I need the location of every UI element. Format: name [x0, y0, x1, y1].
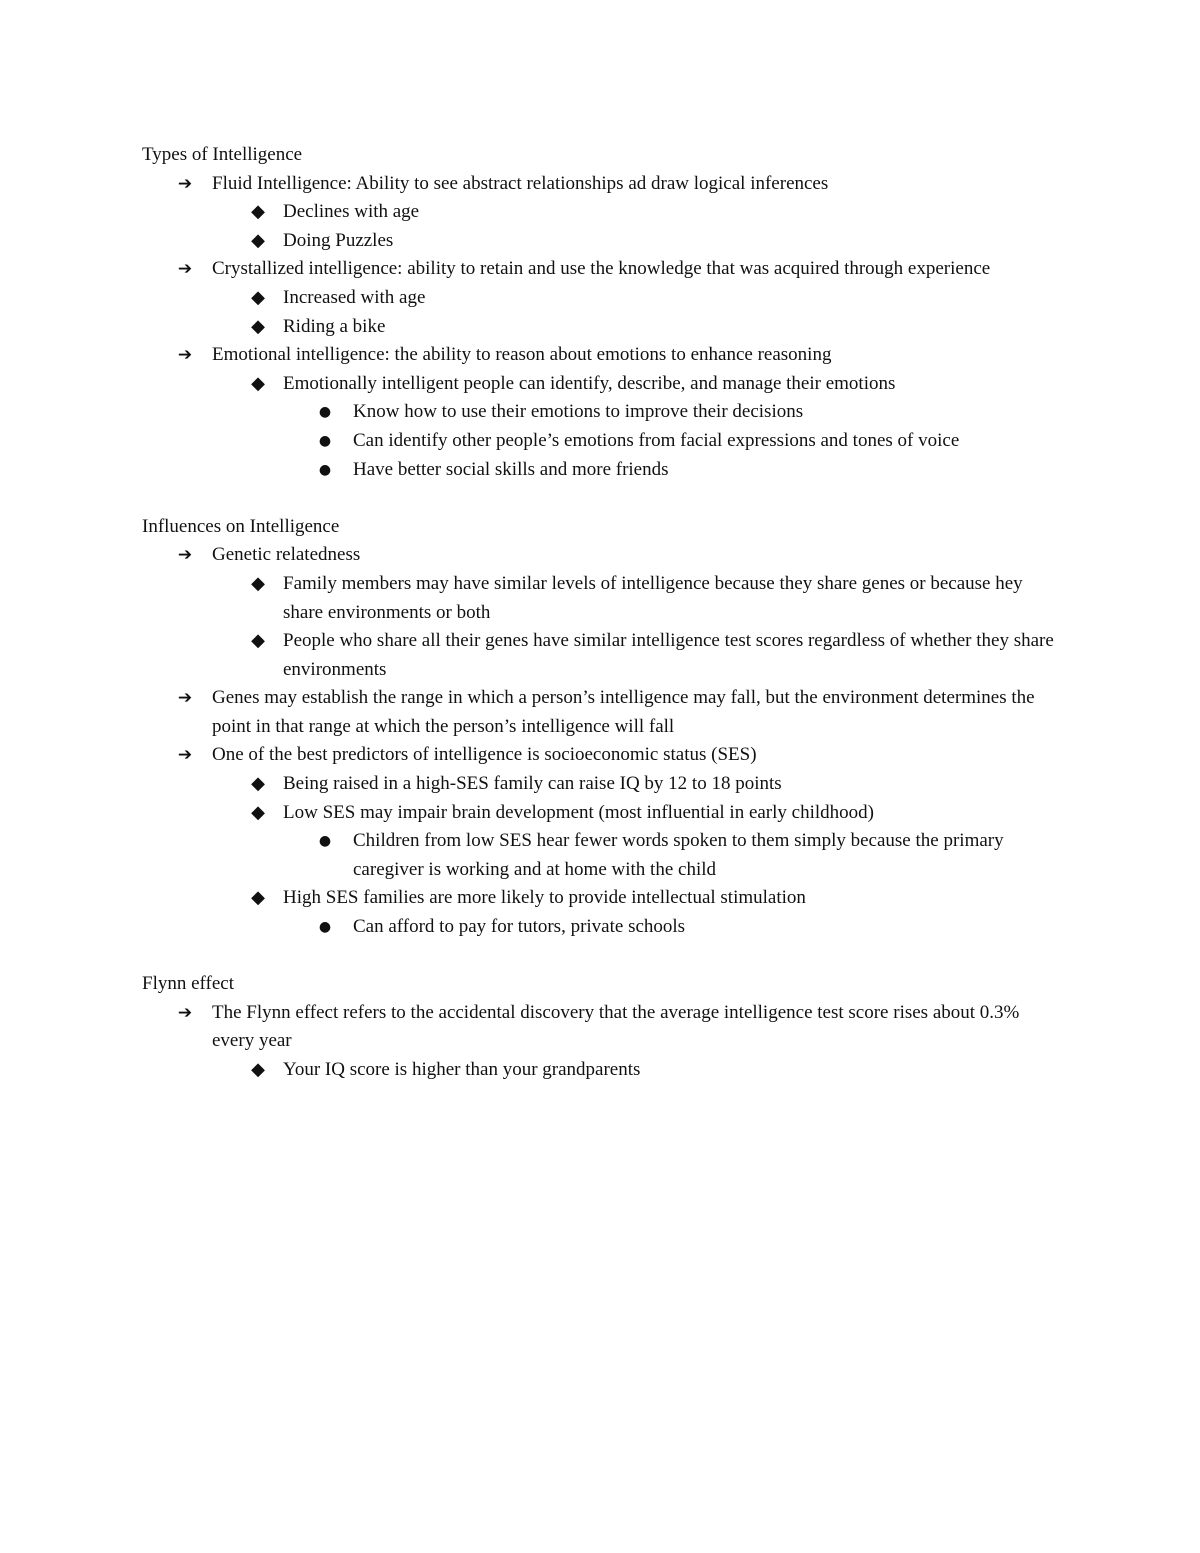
- list-item-text: Emotional intelligence: the ability to reason about emotions to enhance reasoning: [212, 344, 832, 366]
- list-item-text: Crystallized intelligence: ability to retain and use the knowledge that was acquired through experience: [212, 258, 991, 280]
- list-item-text: The Flynn effect refers to the accidental discovery that the average intelligence test score rises about 0.3% every year: [212, 1001, 1020, 1052]
- diamond-bullet-icon: ◆: [251, 315, 265, 337]
- list-item: [142, 398, 1062, 427]
- list-item: [142, 570, 1062, 627]
- diamond-bullet-icon: ◆: [251, 201, 265, 223]
- list-item: [142, 198, 1062, 227]
- list-item: [142, 541, 1062, 570]
- diamond-bullet-icon: ◆: [251, 229, 265, 251]
- notes-body: [142, 141, 1062, 1085]
- list-item: [142, 456, 1062, 485]
- list-item-text: Genes may establish the range in which a person’s intelligence may fall, but the environment determines the point in that range at which the person’s intelligence will fall: [212, 687, 1035, 737]
- list-item: [142, 827, 1062, 884]
- section-heading: Types of Intelligence: [142, 144, 303, 165]
- dot-bullet-icon: ●: [318, 919, 332, 936]
- diamond-bullet-icon: ◆: [251, 773, 265, 795]
- list-item-text: Being raised in a high-SES family can raise IQ by 12 to 18 points: [283, 773, 782, 795]
- dot-bullet-icon: ●: [318, 833, 332, 850]
- list-item: [142, 770, 1062, 799]
- arrow-bullet-icon: ➔: [177, 259, 193, 280]
- list-item-text: Have better social skills and more friends: [353, 458, 669, 480]
- list-item-text: Your IQ score is higher than your grandparents: [283, 1059, 641, 1080]
- dot-bullet-icon: ●: [318, 404, 332, 421]
- arrow-bullet-icon: ➔: [177, 688, 193, 709]
- list-item-text: Doing Puzzles: [283, 229, 394, 251]
- list-item: [142, 741, 1062, 770]
- arrow-bullet-icon: ➔: [177, 345, 193, 366]
- list-item: [142, 884, 1062, 913]
- list-item: [142, 255, 1062, 284]
- dot-bullet-icon: ●: [318, 461, 332, 478]
- list-item: [142, 913, 1062, 942]
- list-item-text: One of the best predictors of intelligence is socioeconomic status (SES): [212, 744, 757, 766]
- section-flynn-effect: [142, 970, 1062, 1084]
- arrow-bullet-icon: ➔: [177, 545, 193, 566]
- diamond-bullet-icon: ◆: [251, 572, 265, 594]
- diamond-bullet-icon: ◆: [251, 801, 265, 823]
- list-item-text: Declines with age: [283, 201, 420, 223]
- list-item: [142, 799, 1062, 828]
- dot-bullet-icon: ●: [318, 432, 332, 449]
- arrow-bullet-icon: ➔: [177, 1002, 193, 1023]
- list-item: [142, 341, 1062, 370]
- arrow-bullet-icon: ➔: [177, 745, 193, 766]
- section-influences-on-intelligence: [142, 513, 1062, 942]
- outline-list: [142, 170, 1062, 485]
- diamond-bullet-icon: ◆: [251, 887, 265, 909]
- section-types-of-intelligence: [142, 141, 1062, 484]
- list-item: [142, 170, 1062, 199]
- list-item-text: High SES families are more likely to provide intellectual stimulation: [283, 887, 806, 909]
- list-item-text: Emotionally intelligent people can identify, describe, and manage their emotions: [283, 372, 896, 394]
- outline-list: [142, 541, 1062, 941]
- section-heading: Influences on Intelligence: [142, 515, 340, 537]
- section-heading: Flynn effect: [142, 973, 234, 995]
- list-item-text: Can afford to pay for tutors, private schools: [353, 916, 686, 938]
- list-item-text: Fluid Intelligence: Ability to see abstract relationships ad draw logical inferences: [212, 172, 829, 194]
- list-item-text: Can identify other people’s emotions from facial expressions and tones of voice: [353, 429, 960, 451]
- list-item-text: Low SES may impair brain development (most influential in early childhood): [283, 801, 874, 823]
- diamond-bullet-icon: ◆: [251, 286, 265, 308]
- list-item: [142, 284, 1062, 313]
- diamond-bullet-icon: ◆: [251, 1059, 265, 1080]
- list-item-text: People who share all their genes have similar intelligence test scores regardless of whether they share environments: [283, 630, 1054, 680]
- arrow-bullet-icon: ➔: [177, 173, 193, 194]
- diamond-bullet-icon: ◆: [251, 372, 265, 394]
- list-item: [142, 684, 1062, 741]
- list-item-text: Know how to use their emotions to improve their decisions: [353, 401, 804, 423]
- outline-list: [142, 999, 1062, 1085]
- list-item: [142, 313, 1062, 342]
- list-item-text: Family members may have similar levels of intelligence because they share genes or because hey share environments or both: [283, 572, 1023, 623]
- list-item: [142, 999, 1062, 1056]
- list-item-text: Increased with age: [283, 286, 426, 308]
- list-item-text: Children from low SES hear fewer words spoken to them simply because the primary caregiver is working and at home with the child: [353, 830, 1004, 880]
- list-item: [142, 227, 1062, 256]
- list-item-text: Riding a bike: [283, 315, 386, 337]
- list-item: [142, 370, 1062, 399]
- diamond-bullet-icon: ◆: [251, 630, 265, 652]
- list-item: [142, 427, 1062, 456]
- list-item-text: Genetic relatedness: [212, 544, 361, 566]
- list-item: [142, 1056, 1062, 1085]
- list-item: [142, 627, 1062, 684]
